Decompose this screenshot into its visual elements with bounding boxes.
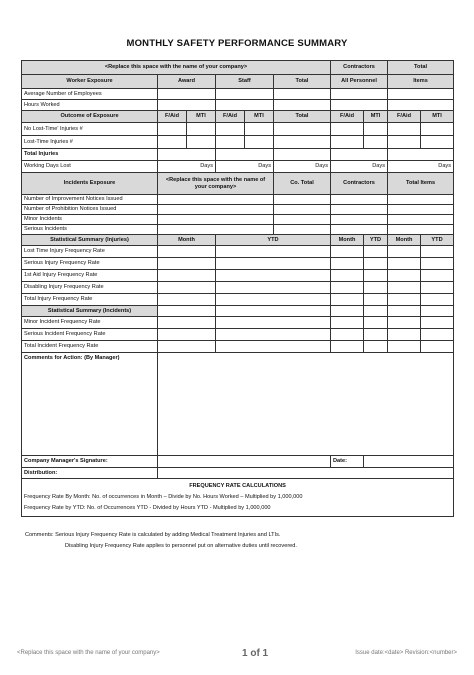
ytd-header: YTD — [421, 235, 454, 246]
ytd-header: YTD — [216, 235, 331, 246]
input-cell[interactable] — [216, 341, 331, 353]
input-cell[interactable] — [421, 136, 454, 149]
input-cell[interactable] — [216, 282, 331, 294]
input-cell[interactable] — [421, 306, 454, 317]
input-cell[interactable] — [216, 246, 331, 258]
input-cell[interactable] — [158, 329, 216, 341]
input-cell[interactable] — [274, 215, 331, 225]
days-cell[interactable]: Days — [274, 161, 331, 173]
input-cell[interactable] — [331, 100, 388, 111]
input-cell[interactable] — [364, 317, 388, 329]
input-cell[interactable] — [388, 329, 421, 341]
input-cell[interactable] — [388, 306, 421, 317]
month-header: Month — [158, 235, 216, 246]
input-cell[interactable] — [158, 89, 216, 100]
input-cell[interactable] — [216, 89, 274, 100]
award-header: Award — [158, 75, 216, 89]
page-title: MONTHLY SAFETY PERFORMANCE SUMMARY — [126, 38, 348, 49]
row-label: Hours Worked — [22, 100, 158, 111]
incidents-company-header: <Replace this space with the name of your company> — [158, 173, 274, 195]
input-cell[interactable] — [331, 329, 364, 341]
input-cell[interactable] — [158, 341, 216, 353]
input-cell[interactable] — [158, 317, 216, 329]
input-cell[interactable] — [421, 317, 454, 329]
input-cell[interactable] — [245, 123, 274, 136]
page-number: 1 of 1 — [242, 648, 269, 659]
input-cell[interactable] — [388, 195, 454, 205]
input-cell[interactable] — [331, 149, 388, 161]
row-label: Disabling Injury Frequency Rate — [22, 282, 158, 294]
total-items-header: Total Items — [388, 173, 454, 195]
mti-header: MTI — [364, 111, 388, 123]
input-cell[interactable] — [388, 225, 454, 235]
safety-summary-form — [21, 60, 454, 517]
mti-header: MTI — [421, 111, 454, 123]
input-cell[interactable] — [364, 246, 388, 258]
input-cell[interactable] — [331, 136, 364, 149]
input-cell[interactable] — [274, 225, 331, 235]
input-cell[interactable] — [388, 270, 421, 282]
input-cell[interactable] — [331, 306, 364, 317]
input-cell[interactable] — [331, 294, 364, 306]
row-label: Serious Incident Frequency Rate — [22, 329, 158, 341]
input-cell[interactable] — [421, 341, 454, 353]
input-cell[interactable] — [421, 246, 454, 258]
mti-header: MTI — [187, 111, 216, 123]
items-header: Items — [388, 75, 454, 89]
date-field[interactable] — [364, 456, 454, 468]
input-cell[interactable] — [274, 136, 331, 149]
mti-header: MTI — [245, 111, 274, 123]
co-total-header: Co. Total — [274, 173, 331, 195]
input-cell[interactable] — [158, 215, 274, 225]
company-name-header: <Replace this space with the name of your company> — [22, 61, 331, 75]
input-cell[interactable] — [388, 205, 454, 215]
row-label: Average Number of Employees — [22, 89, 158, 100]
input-cell[interactable] — [331, 195, 388, 205]
stat-incidents-header: Statistical Summary (Incidents) — [22, 306, 158, 317]
input-cell[interactable] — [158, 225, 274, 235]
input-cell[interactable] — [245, 136, 274, 149]
input-cell[interactable] — [331, 215, 388, 225]
input-cell[interactable] — [274, 89, 331, 100]
comment-line: Disabling Injury Frequency Rate applies to personnel put on alternative duties until recovered. — [65, 543, 297, 549]
input-cell[interactable] — [187, 136, 216, 149]
input-cell[interactable] — [331, 89, 388, 100]
input-cell[interactable] — [388, 282, 421, 294]
input-cell[interactable] — [421, 329, 454, 341]
faid-header: F/Aid — [388, 111, 421, 123]
signature-label: Company Manager's Signature: — [22, 456, 158, 468]
input-cell[interactable] — [331, 225, 388, 235]
days-cell[interactable]: Days — [388, 161, 454, 173]
input-cell[interactable] — [364, 329, 388, 341]
row-label: Number of Prohibition Notices Issued — [22, 205, 158, 215]
total-header: Total — [388, 61, 454, 75]
all-personnel-header: All Personnel — [331, 75, 388, 89]
input-cell[interactable] — [274, 205, 331, 215]
comments-field[interactable] — [158, 353, 454, 456]
input-cell[interactable] — [216, 294, 331, 306]
row-label: Working Days Lost — [22, 161, 158, 173]
days-cell[interactable]: Days — [331, 161, 388, 173]
distribution-field[interactable] — [158, 468, 454, 479]
input-cell[interactable] — [331, 270, 364, 282]
row-label: Total Injuries — [22, 149, 158, 161]
input-cell[interactable] — [274, 149, 331, 161]
worker-exposure-header: Worker Exposure — [22, 75, 158, 89]
incidents-header: Incidents Exposure — [22, 173, 158, 195]
input-cell[interactable] — [421, 294, 454, 306]
input-cell[interactable] — [158, 100, 216, 111]
input-cell[interactable] — [364, 282, 388, 294]
footer-company: <Replace this space with the name of your company> — [17, 650, 160, 656]
input-cell[interactable] — [388, 89, 454, 100]
incidents-contractors-header: Contractors — [331, 173, 388, 195]
input-cell[interactable] — [364, 258, 388, 270]
signature-field[interactable] — [158, 456, 331, 468]
input-cell[interactable] — [364, 341, 388, 353]
faid-header: F/Aid — [331, 111, 364, 123]
footer-issue-info: Issue date:<date> Revision:<number> — [355, 650, 457, 656]
faid-header: F/Aid — [158, 111, 187, 123]
outcome-total-header: Total — [274, 111, 331, 123]
input-cell[interactable] — [388, 294, 421, 306]
input-cell[interactable] — [388, 136, 421, 149]
frequency-title: FREQUENCY RATE CALCULATIONS — [189, 483, 286, 489]
input-cell[interactable] — [364, 294, 388, 306]
faid-header: F/Aid — [216, 111, 245, 123]
input-cell[interactable] — [158, 149, 216, 161]
input-cell[interactable] — [158, 306, 216, 317]
input-cell[interactable] — [364, 123, 388, 136]
days-cell[interactable]: Days — [158, 161, 216, 173]
row-label: Lost-Time Injuries # — [22, 136, 158, 149]
row-label: Serious Incidents — [22, 225, 158, 235]
input-cell[interactable] — [216, 149, 274, 161]
input-cell[interactable] — [388, 258, 421, 270]
input-cell[interactable] — [158, 136, 187, 149]
row-label: 1st Aid Injury Frequency Rate — [22, 270, 158, 282]
comments-label: Comments for Action: (By Manager) — [22, 353, 158, 456]
input-cell[interactable] — [158, 282, 216, 294]
row-label: Lost Time Injury Frequency Rate — [22, 246, 158, 258]
input-cell[interactable] — [364, 136, 388, 149]
stat-injuries-header: Statistical Summary (Injuries) — [22, 235, 158, 246]
row-label: No Lost-Time' Injuries # — [22, 123, 158, 136]
contractors-header: Contractors — [331, 61, 388, 75]
input-cell[interactable] — [216, 136, 245, 149]
input-cell[interactable] — [388, 317, 421, 329]
month-header: Month — [388, 235, 421, 246]
input-cell[interactable] — [274, 100, 331, 111]
input-cell[interactable] — [158, 270, 216, 282]
staff-header: Staff — [216, 75, 274, 89]
input-cell[interactable] — [421, 270, 454, 282]
input-cell[interactable] — [216, 317, 331, 329]
input-cell[interactable] — [158, 205, 274, 215]
input-cell[interactable] — [216, 258, 331, 270]
input-cell[interactable] — [216, 270, 331, 282]
distribution-label: Distribution: — [22, 468, 158, 479]
input-cell[interactable] — [388, 215, 454, 225]
input-cell[interactable] — [158, 246, 216, 258]
input-cell[interactable] — [388, 246, 421, 258]
input-cell[interactable] — [364, 270, 388, 282]
input-cell[interactable] — [421, 282, 454, 294]
input-cell[interactable] — [216, 123, 245, 136]
input-cell[interactable] — [187, 123, 216, 136]
row-label: Number of Improvement Notices Issued — [22, 195, 158, 205]
input-cell[interactable] — [364, 306, 388, 317]
input-cell[interactable] — [216, 100, 274, 111]
days-cell[interactable]: Days — [216, 161, 274, 173]
month-header: Month — [331, 235, 364, 246]
row-label: Minor Incident Frequency Rate — [22, 317, 158, 329]
input-cell[interactable] — [274, 195, 331, 205]
worker-total-header: Total — [274, 75, 331, 89]
row-label: Minor Incidents — [22, 215, 158, 225]
date-label: Date: — [331, 456, 364, 468]
input-cell[interactable] — [388, 341, 421, 353]
input-cell[interactable] — [216, 329, 331, 341]
input-cell[interactable] — [331, 246, 364, 258]
comments-notes — [25, 530, 465, 552]
input-cell[interactable] — [331, 282, 364, 294]
input-cell[interactable] — [331, 123, 364, 136]
comment-line: Comments: Serious Injury Frequency Rate is calculated by adding Medical Treatment Injuries and LTIs. — [25, 532, 281, 538]
frequency-rate-box — [22, 479, 454, 517]
input-cell[interactable] — [388, 100, 454, 111]
input-cell[interactable] — [158, 195, 274, 205]
input-cell[interactable] — [388, 123, 421, 136]
input-cell[interactable] — [158, 258, 216, 270]
input-cell[interactable] — [331, 205, 388, 215]
input-cell[interactable] — [216, 306, 331, 317]
row-label: Total Incident Frequency Rate — [22, 341, 158, 353]
input-cell[interactable] — [388, 149, 454, 161]
input-cell[interactable] — [158, 123, 187, 136]
frequency-month-line: Frequency Rate By Month: No. of occurrences in Month – Divide by No. Hours Worked – Multiplied by 1,000,000 — [24, 494, 303, 500]
frequency-ytd-line: Frequency Rate by YTD: No. of Occurrences YTD - Divided by Hours YTD - Multiplied by 1,000,000 — [24, 505, 271, 511]
ytd-header: YTD — [364, 235, 388, 246]
outcome-header: Outcome of Exposure — [22, 111, 158, 123]
row-label: Total Injury Frequency Rate — [22, 294, 158, 306]
input-cell[interactable] — [331, 258, 364, 270]
input-cell[interactable] — [331, 341, 364, 353]
row-label: Serious Injury Frequency Rate — [22, 258, 158, 270]
input-cell[interactable] — [158, 294, 216, 306]
input-cell[interactable] — [274, 123, 331, 136]
input-cell[interactable] — [421, 258, 454, 270]
input-cell[interactable] — [421, 123, 454, 136]
input-cell[interactable] — [331, 317, 364, 329]
